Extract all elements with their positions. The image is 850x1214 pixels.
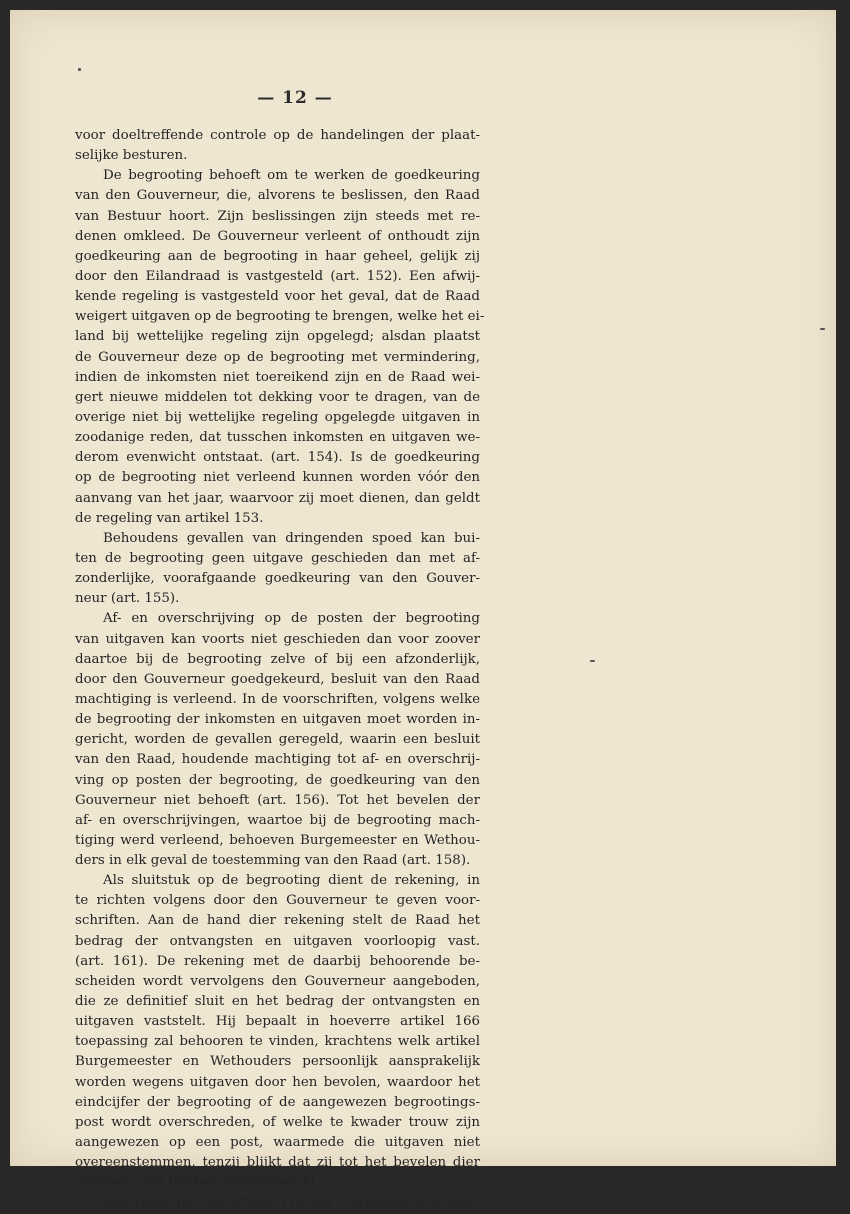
text-line: Behoudens gevallen van dringenden spoed kan bui- [103, 530, 480, 546]
text-line: ving op posten der begrooting, de goedkeuring van den [75, 772, 480, 788]
text-line: tiging werd verleend, behoeven Burgemeester en Wethou- [75, 832, 480, 848]
text-line: gericht, worden de gevallen geregeld, waarin een besluit [75, 732, 480, 748]
text-line: op de begrooting niet verleend kunnen worden vóór den [75, 470, 480, 486]
text-line: uitgaven vaststelt. Hij bepaalt in hoeverre artikel 166 [75, 1014, 480, 1030]
body-text [75, 126, 485, 1214]
text-line: aangewezen op een post, waarmede die uitgaven niet [75, 1135, 480, 1151]
text-line: neur (art. 155). [75, 591, 180, 607]
text-line: de begrooting der inkomsten en uitgaven moet worden in- [75, 712, 480, 728]
text-line: derom evenwicht ontstaat. (art. 154). Is de goedkeuring [75, 450, 480, 466]
text-line: De begrooting behoeft om te werken de goedkeuring [103, 168, 480, 184]
text-line: Burgemeester en Wethouders persoonlijk aansprakelijk [75, 1054, 480, 1070]
page-number: — 12 — [257, 88, 333, 108]
text-line: door den Eilandraad is vastgesteld (art. 152). Een afwij- [75, 268, 480, 284]
text-line: overeenstemmen, tenzij blijkt dat zij tot het bevelen dier [75, 1155, 480, 1171]
text-line: ders in elk geval de toestemming van den Raad (art. 158). [75, 853, 471, 869]
paper-speck [590, 660, 595, 662]
text-line: land bij wettelijke regeling zijn opgelegd; alsdan plaatst [75, 329, 480, 345]
text-line: schriften. Aan de hand dier rekening stelt de Raad het [75, 913, 480, 929]
text-line: zonderlijke, voorafgaande goedkeuring van den Gouver- [75, 571, 480, 587]
text-line: af- en overschrijvingen, waartoe bij de begrooting mach- [75, 812, 480, 828]
text-line: Als sluitstuk op de begrooting dient de rekening, in [103, 873, 480, 889]
text-line: (art. 161). De rekening met de daarbij behoorende be- [75, 953, 480, 969]
text-line: te richten volgens door den Gouverneur te geven voor- [75, 893, 480, 909]
text-line: zoodanige reden, dat tusschen inkomsten en uitgaven we- [75, 430, 480, 446]
text-line: Gouverneur niet behoeft (art. 156). Tot het bevelen der [75, 792, 480, 808]
text-line: worden wegens uitgaven door hen bevolen, waardoor het [75, 1074, 480, 1090]
text-line: de regeling van artikel 153. [75, 510, 264, 526]
text-line: post wordt overschreden, of welke te kwader trouw zijn [75, 1114, 480, 1130]
text-line: eindcijfer der begrooting of de aangewezen begrootings- [75, 1094, 480, 1110]
text-line: die ze definitief sluit en het bedrag der ontvangsten en [75, 994, 480, 1010]
text-line: uitgaven niet hebben medegewerkt. [75, 1175, 321, 1191]
text-line: van den Raad, houdende machtiging tot af- en overschrij- [75, 752, 480, 768]
paper-speck [820, 328, 825, 330]
text-line: aanvang van het jaar, waarvoor zij moet dienen, dan geldt [75, 490, 480, 506]
text-line: door den Gouverneur goedgekeurd, besluit van den Raad [75, 671, 480, 687]
text-line: Af- en overschrijving op de posten der begrooting [103, 611, 480, 627]
text-line: bedrag der ontvangsten en uitgaven voorloopig vast. [75, 933, 480, 949]
text-line: kende regeling is vastgesteld voor het geval, dat de Raad [75, 289, 480, 305]
text-line: ten de begrooting geen uitgave geschieden dan met af- [75, 550, 480, 566]
text-line: van uitgaven kan voorts niet geschieden dan voor zoover [75, 631, 480, 647]
paper-speck [78, 68, 81, 71]
text-line: indien de inkomsten niet toereikend zijn en de Raad wei- [75, 369, 480, 385]
text-line: selijke besturen. [75, 148, 188, 164]
text-line: gert nieuwe middelen tot dekking voor te dragen, van de [75, 389, 480, 405]
text-line: overige niet bij wettelijke regeling opgelegde uitgaven in [75, 409, 480, 425]
text-line: de Gouverneur deze op de begrooting met vermindering, [75, 349, 480, 365]
document-page [10, 10, 836, 1211]
text-line: weigert uitgaven op de begrooting te brengen, welke het ei- [75, 309, 485, 325]
text-line: van den Gouverneur, die, alvorens te beslissen, den Raad [75, 188, 480, 204]
text-line: toepassing zal behooren te vinden, krachtens welk artikel [75, 1034, 480, 1050]
text-line: goedkeuring aan de begrooting in haar geheel, gelijk zij [75, 248, 480, 264]
text-line: voor doeltreffende controle op de handelingen der plaat- [75, 128, 480, 143]
text-line: scheiden wordt vervolgens den Gouverneur aangeboden, [75, 973, 480, 989]
text-line: van Bestuur hoort. Zijn beslissingen zijn steeds met re- [75, 208, 480, 224]
text-line: machtiging is verleend. In de voorschriften, volgens welke [75, 691, 480, 707]
text-line: Het vijfde lid van artikel 118 der Curaçaosche Staats- [103, 1195, 480, 1211]
text-line: daartoe bij de begrooting zelve of bij een afzonderlijk, [75, 651, 480, 667]
text-line: denen omkleed. De Gouverneur verleent of onthoudt zijn [75, 228, 480, 244]
